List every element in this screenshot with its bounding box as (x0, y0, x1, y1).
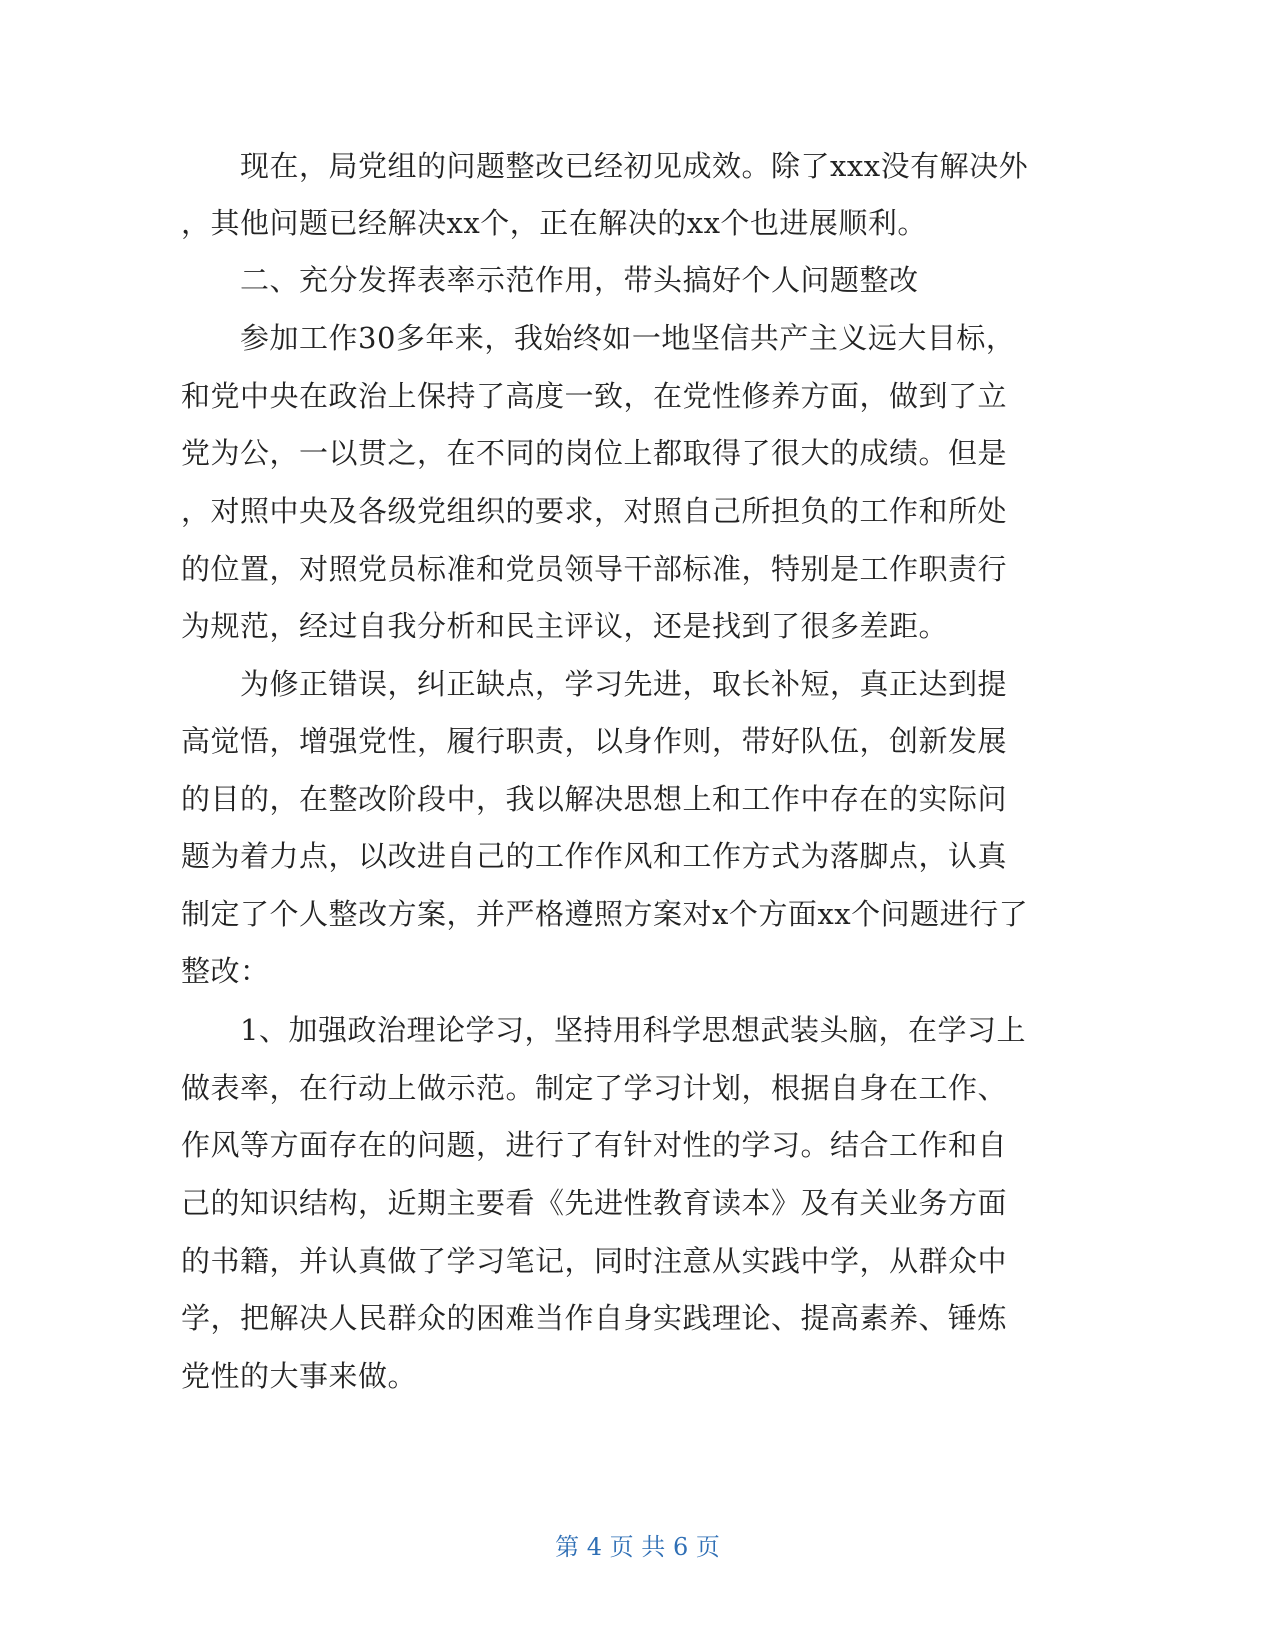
text-line: 的位置，对照党员标准和党员领导干部标准，特别是工作职责行 (181, 552, 1008, 586)
text-line: 1、加强政治理论学习，坚持用科学思想武装头脑，在学习上 (240, 1013, 1026, 1047)
text-line: 的目的，在整改阶段中，我以解决思想上和工作中存在的实际问 (181, 782, 1008, 816)
page-number: 第 4 页 共 6 页 (555, 1533, 720, 1561)
text-line: 参加工作30多年来，我始终如一地坚信共产主义远大目标， (240, 321, 1016, 355)
text-line: 己的知识结构，近期主要看《先进性教育读本》及有关业务方面 (181, 1186, 1008, 1220)
text-line: 制定了个人整改方案，并严格遵照方案对x个方面xx个问题进行了 (181, 897, 1029, 931)
text-line: ，对照中央及各级党组织的要求，对照自己所担负的工作和所处 (181, 494, 1008, 528)
text-line: 党为公，一以贯之，在不同的岗位上都取得了很大的成绩。但是 (181, 436, 1008, 470)
text-line: ，其他问题已经解决xx个，正在解决的xx个也进展顺利。 (181, 206, 927, 240)
text-line: 和党中央在政治上保持了高度一致，在党性修养方面，做到了立 (181, 379, 1008, 413)
text-line: 整改： (181, 954, 270, 988)
text-line: 题为着力点，以改进自己的工作作风和工作方式为落脚点，认真 (181, 839, 1008, 873)
text-line: 为修正错误，纠正缺点，学习先进，取长补短，真正达到提 (240, 667, 1008, 701)
text-line: 作风等方面存在的问题，进行了有针对性的学习。结合工作和自 (181, 1128, 1008, 1162)
text-line: 学，把解决人民群众的困难当作自身实践理论、提高素养、锤炼 (181, 1301, 1008, 1335)
text-line: 高觉悟，增强党性，履行职责，以身作则，带好队伍，创新发展 (181, 724, 1008, 758)
text-line: 现在，局党组的问题整改已经初见成效。除了xxx没有解决外 (240, 149, 1029, 183)
section-heading: 二、充分发挥表率示范作用，带头搞好个人问题整改 (240, 263, 919, 297)
text-line: 党性的大事来做。 (181, 1359, 418, 1393)
text-line: 为规范，经过自我分析和民主评议，还是找到了很多差距。 (181, 609, 949, 643)
text-line: 的书籍，并认真做了学习笔记，同时注意从实践中学，从群众中 (181, 1244, 1008, 1278)
text-line: 做表率，在行动上做示范。制定了学习计划，根据自身在工作、 (181, 1071, 1008, 1105)
